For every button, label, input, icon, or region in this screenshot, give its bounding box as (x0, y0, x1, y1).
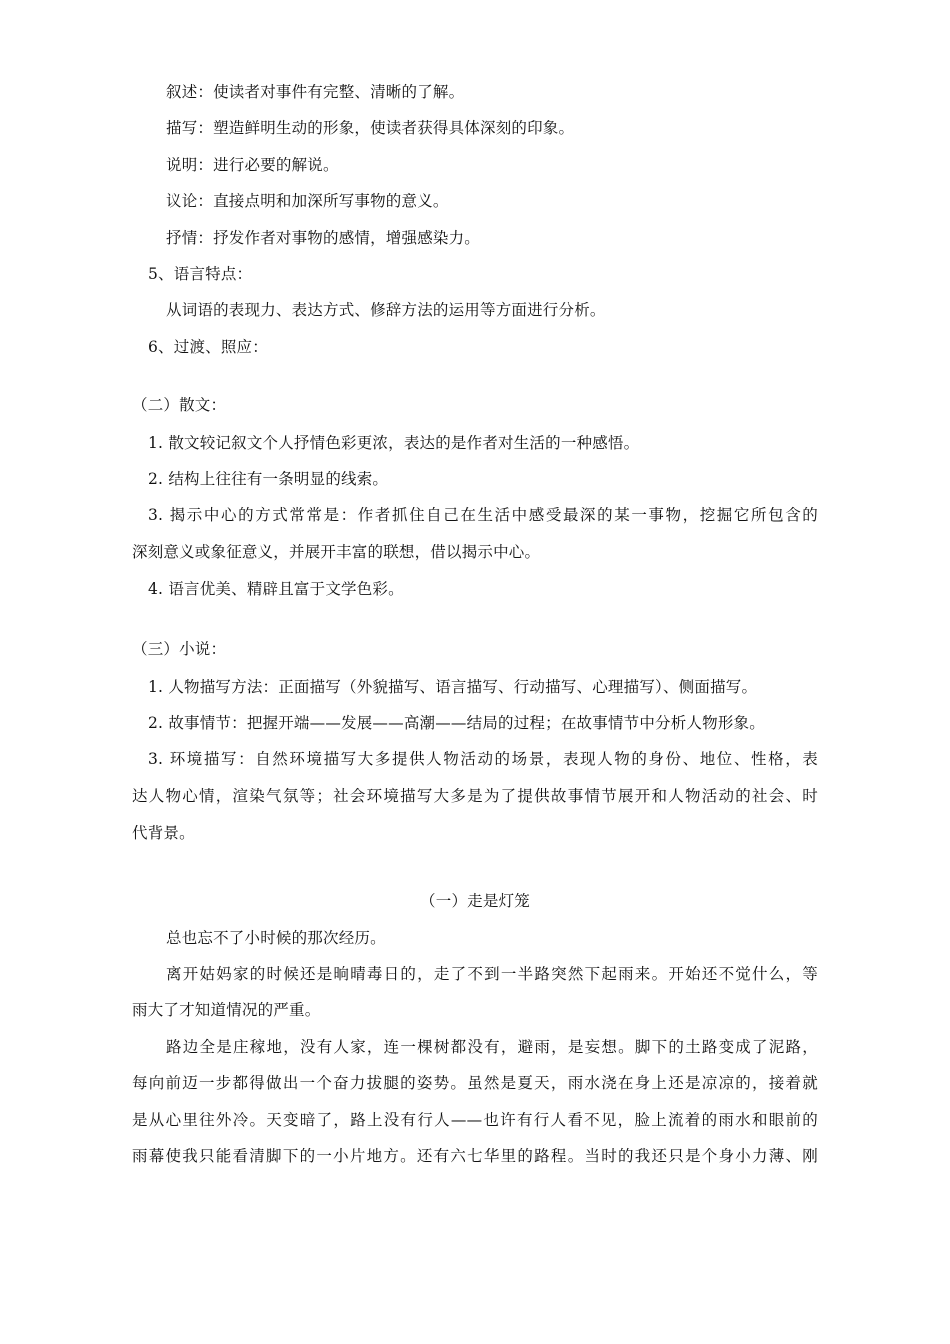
item6-heading: 6、过渡、照应： (148, 338, 268, 356)
novel-point-1: 1. 人物描写方法：正面描写（外貌描写、语言描写、行动描写、心理描写）、侧面描写。 (148, 678, 758, 696)
story-paragraph-3b: 每向前迈一步都得做出一个奋力拔腿的姿势。虽然是夏天，雨水浇在身上还是凉凉的，接着就 (132, 1074, 818, 1092)
novel-point-3c: 代背景。 (132, 824, 195, 842)
item5-text: 从词语的表现力、表达方式、修辞方法的运用等方面进行分析。 (166, 301, 606, 319)
prose-point-3b: 深刻意义或象征意义，并展开丰富的联想，借以揭示中心。 (132, 543, 541, 561)
novel-point-3b: 达人物心情，渲染气氛等；社会环境描写大多是为了提供故事情节展开和人物活动的社会、时 (132, 787, 818, 805)
prose-heading: （二）散文： (132, 396, 227, 414)
novel-point-3a: 3. 环境描写：自然环境描写大多提供人物活动的场景，表现人物的身份、地位、性格，表 (148, 750, 818, 768)
explanation-line: 说明：进行必要的解说。 (166, 156, 339, 174)
narration-line: 叙述：使读者对事件有完整、清晰的了解。 (166, 83, 465, 101)
story-paragraph-3d: 雨幕使我只能看清脚下的一小片地方。还有六七华里的路程。当时的我还只是个身小力薄、刚 (132, 1147, 818, 1165)
story-paragraph-3a: 路边全是庄稼地，没有人家，连一棵树都没有，避雨，是妄想。脚下的土路变成了泥路， (166, 1038, 818, 1056)
prose-point-1: 1. 散文较记叙文个人抒情色彩更浓，表达的是作者对生活的一种感悟。 (148, 434, 640, 452)
description-line: 描写：塑造鲜明生动的形象，使读者获得具体深刻的印象。 (166, 119, 575, 137)
lyric-line: 抒情：抒发作者对事物的感情，增强感染力。 (166, 229, 481, 247)
story-title: （一）走是灯笼 (420, 892, 530, 910)
item5-heading: 5、语言特点： (148, 265, 253, 283)
story-paragraph-3c: 是从心里往外冷。天变暗了，路上没有行人——也许有行人看不见，脸上流着的雨水和眼前的 (132, 1111, 818, 1129)
argument-line: 议论：直接点明和加深所写事物的意义。 (166, 192, 449, 210)
prose-point-4: 4. 语言优美、精辟且富于文学色彩。 (148, 580, 404, 598)
story-paragraph-2a: 离开姑妈家的时候还是晌晴毒日的，走了不到一半路突然下起雨来。开始还不觉什么，等 (166, 965, 818, 983)
story-paragraph-2b: 雨大了才知道情况的严重。 (132, 1001, 321, 1019)
story-paragraph-1: 总也忘不了小时候的那次经历。 (166, 929, 386, 947)
novel-heading: （三）小说： (132, 640, 227, 658)
prose-point-2: 2. 结构上往往有一条明显的线索。 (148, 470, 389, 488)
prose-point-3a: 3. 揭示中心的方式常常是：作者抓住自己在生活中感受最深的某一事物，挖掘它所包含的 (148, 506, 818, 524)
novel-point-2: 2. 故事情节：把握开端——发展——高潮——结局的过程；在故事情节中分析人物形象。 (148, 714, 765, 732)
